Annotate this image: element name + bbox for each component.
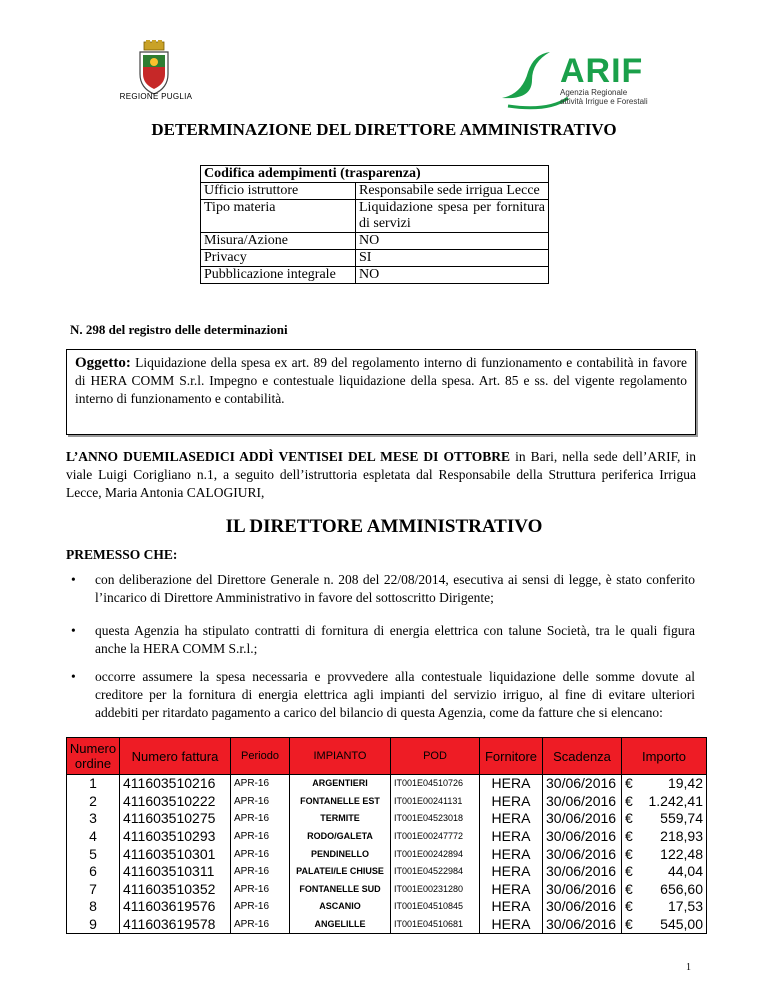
registry-number: N. 298 del registro delle determinazioni [70, 322, 288, 337]
period-cell: APR-16 [231, 845, 290, 863]
coding-label: Misura/Azione [201, 233, 356, 250]
invoice-table [66, 737, 707, 934]
invoice-number-cell: 411603510222 [120, 793, 231, 811]
euro-symbol: € [625, 898, 633, 915]
premesso-heading: PREMESSO CHE: [66, 547, 178, 562]
pod-cell: IT001E04510681 [391, 916, 480, 934]
pod-cell: IT001E04522984 [391, 863, 480, 881]
coding-label: Privacy [201, 250, 356, 267]
table-row [67, 898, 707, 916]
intro-paragraph [66, 448, 696, 502]
col-header: Numero ordine [67, 738, 120, 775]
table-row [67, 845, 707, 863]
amount-cell [622, 775, 707, 793]
pod-cell: IT001E00231280 [391, 881, 480, 899]
invoice-number-cell: 411603510216 [120, 775, 231, 793]
supplier-cell: HERA [480, 916, 543, 934]
director-heading: IL DIRETTORE AMMINISTRATIVO [225, 516, 543, 537]
amount-cell [622, 881, 707, 899]
euro-symbol: € [625, 810, 633, 827]
order-number-cell: 5 [67, 845, 120, 863]
plant-cell: RODO/GALETA [290, 828, 391, 846]
amount-value: 559,74 [660, 810, 703, 827]
plant-cell: ANGELILLE [290, 916, 391, 934]
col-header: Periodo [231, 738, 290, 775]
coding-label: Ufficio istruttore [201, 183, 356, 200]
pod-cell: IT001E00247772 [391, 828, 480, 846]
amount-cell [622, 793, 707, 811]
period-cell: APR-16 [231, 916, 290, 934]
table-row [67, 916, 707, 934]
table-row [67, 881, 707, 899]
coding-value: Liquidazione spesa per fornitura di servizi [356, 200, 549, 233]
col-header: Importo [622, 738, 707, 775]
invoice-table-header [67, 738, 707, 775]
period-cell: APR-16 [231, 828, 290, 846]
pod-cell: IT001E04510845 [391, 898, 480, 916]
due-date-cell: 30/06/2016 [543, 775, 622, 793]
amount-value: 122,48 [660, 845, 703, 862]
order-number-cell: 2 [67, 793, 120, 811]
pod-cell: IT001E04510726 [391, 775, 480, 793]
euro-symbol: € [625, 916, 633, 933]
due-date-cell: 30/06/2016 [543, 863, 622, 881]
amount-value: 17,53 [667, 898, 703, 915]
invoice-number-cell: 411603510311 [120, 863, 231, 881]
intro-date: L’ANNO DUEMILASEDICI ADDÌ VENTISEI DEL MESE DI OTTOBRE [66, 449, 511, 464]
table-row [67, 775, 707, 793]
table-row [67, 810, 707, 828]
amount-cell [622, 828, 707, 846]
plant-cell: PALATEI/LE CHIUSE [290, 863, 391, 881]
bullet-item: • con deliberazione del Direttore Generale n. 208 del 22/08/2014, esecutiva ai sensi di legge, è stato conferito l’incarico di Direttore Amministrativo in favore del sottoscritto Dirigente; [71, 572, 695, 605]
order-number-cell: 6 [67, 863, 120, 881]
amount-value: 1.242,41 [648, 792, 703, 809]
invoice-number-cell: 411603510301 [120, 845, 231, 863]
coding-value: NO [356, 233, 549, 250]
order-number-cell: 1 [67, 775, 120, 793]
subject-label: Oggetto: [75, 355, 131, 371]
col-header: IMPIANTO [290, 738, 391, 775]
order-number-cell: 7 [67, 881, 120, 899]
table-row [67, 828, 707, 846]
period-cell: APR-16 [231, 863, 290, 881]
coding-table [200, 165, 549, 284]
coding-label: Pubblicazione integrale [201, 267, 356, 284]
supplier-cell: HERA [480, 810, 543, 828]
plant-cell: ASCANIO [290, 898, 391, 916]
col-header: Fornitore [480, 738, 543, 775]
due-date-cell: 30/06/2016 [543, 828, 622, 846]
amount-value: 545,00 [660, 916, 703, 933]
amount-value: 44,04 [667, 863, 703, 880]
intro-text: in Bari, nella sede dell’ARIF, in viale Luigi Corigliano n.1, a seguito dell’istruttoria espletata dal Responsabile della Struttura periferica Irrigua Lecce, Maria Antonia CALOGIURI, [66, 449, 696, 500]
plant-cell: ARGENTIERI [290, 775, 391, 793]
euro-symbol: € [625, 880, 633, 897]
plant-cell: FONTANELLE SUD [290, 881, 391, 899]
bullet-item: • questa Agenzia ha stipulato contratti di fornitura di energia elettrica con talune Società, tra le quali figura anche la HERA COMM S.r.l.; [71, 623, 695, 656]
amount-cell [622, 898, 707, 916]
bullet-item: • occorre assumere la spesa necessaria e provvedere alla contestuale liquidazione delle somme dovute al creditore per la fornitura di energia elettrica agli impianti del servizio irriguo, al fine di evitare ulteriori addebiti per ritardato pagamento a carico del bilancio di questa Agenzia, come da fatture che si elencano: [71, 669, 695, 720]
due-date-cell: 30/06/2016 [543, 898, 622, 916]
document-title: DETERMINAZIONE DEL DIRETTORE AMMINISTRATIVO [151, 120, 617, 139]
euro-symbol: € [625, 792, 633, 809]
subject-box [66, 349, 696, 435]
pod-cell: IT001E04523018 [391, 810, 480, 828]
invoice-number-cell: 411603510293 [120, 828, 231, 846]
amount-value: 19,42 [667, 775, 703, 792]
euro-symbol: € [625, 775, 633, 792]
supplier-cell: HERA [480, 881, 543, 899]
period-cell: APR-16 [231, 775, 290, 793]
due-date-cell: 30/06/2016 [543, 916, 622, 934]
invoice-number-cell: 411603510352 [120, 881, 231, 899]
amount-value: 656,60 [660, 880, 703, 897]
amount-cell [622, 916, 707, 934]
due-date-cell: 30/06/2016 [543, 881, 622, 899]
supplier-cell: HERA [480, 898, 543, 916]
supplier-cell: HERA [480, 793, 543, 811]
bullet-icon: • [71, 572, 76, 587]
supplier-cell: HERA [480, 863, 543, 881]
period-cell: APR-16 [231, 881, 290, 899]
table-row [67, 793, 707, 811]
col-header: Numero fattura [120, 738, 231, 775]
coding-table-header: Codifica adempimenti (trasparenza) [201, 166, 549, 183]
supplier-cell: HERA [480, 775, 543, 793]
supplier-cell: HERA [480, 828, 543, 846]
page-number: 1 [686, 962, 691, 973]
arif-logo-word: ARIF [560, 52, 644, 90]
order-number-cell: 4 [67, 828, 120, 846]
amount-cell [622, 845, 707, 863]
bullet-icon: • [71, 669, 76, 684]
coding-value: Responsabile sede irrigua Lecce [356, 183, 549, 200]
coding-value: SI [356, 250, 549, 267]
subject-text: Liquidazione della spesa ex art. 89 del regolamento interno di funzionamento e contabilità in favore di HERA COMM S.r.l. Impegno e contestuale liquidazione della spesa. Art. 85 e ss. del vigente regolamento interno di funzionamento e contabilità. [75, 355, 688, 406]
supplier-cell: HERA [480, 845, 543, 863]
coding-value: NO [356, 267, 549, 284]
col-header: POD [391, 738, 480, 775]
coding-label: Tipo materia [201, 200, 356, 233]
arif-logo-subtitle: Agenzia Regionale attività Irrigue e Forestali [560, 88, 648, 106]
plant-cell: PENDINELLO [290, 845, 391, 863]
period-cell: APR-16 [231, 810, 290, 828]
invoice-number-cell: 411603619576 [120, 898, 231, 916]
invoice-number-cell: 411603510275 [120, 810, 231, 828]
amount-cell [622, 810, 707, 828]
amount-cell [622, 863, 707, 881]
pod-cell: IT001E00241131 [391, 793, 480, 811]
order-number-cell: 8 [67, 898, 120, 916]
bullet-icon: • [71, 623, 76, 638]
col-header: Scadenza [543, 738, 622, 775]
table-row [67, 863, 707, 881]
period-cell: APR-16 [231, 793, 290, 811]
euro-symbol: € [625, 845, 633, 862]
due-date-cell: 30/06/2016 [543, 845, 622, 863]
invoice-number-cell: 411603619578 [120, 916, 231, 934]
euro-symbol: € [625, 828, 633, 845]
regione-puglia-caption: REGIONE PUGLIA [119, 92, 193, 101]
order-number-cell: 9 [67, 916, 120, 934]
plant-cell: TERMITE [290, 810, 391, 828]
pod-cell: IT001E00242894 [391, 845, 480, 863]
euro-symbol: € [625, 863, 633, 880]
order-number-cell: 3 [67, 810, 120, 828]
due-date-cell: 30/06/2016 [543, 810, 622, 828]
amount-value: 218,93 [660, 828, 703, 845]
plant-cell: FONTANELLE EST [290, 793, 391, 811]
period-cell: APR-16 [231, 898, 290, 916]
due-date-cell: 30/06/2016 [543, 793, 622, 811]
